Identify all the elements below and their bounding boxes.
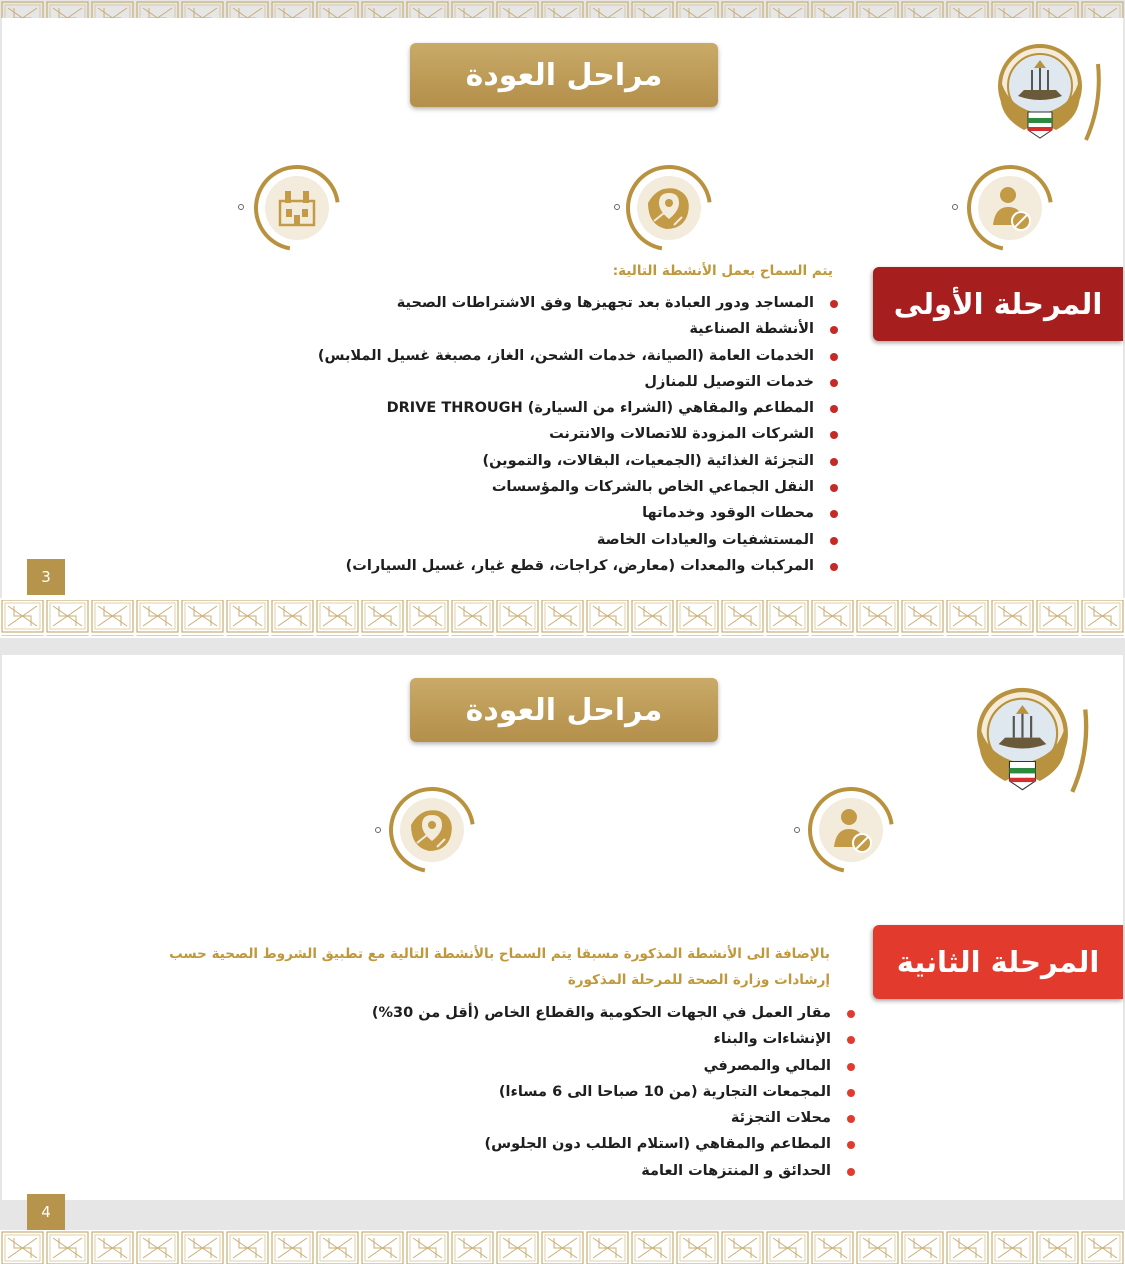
activities-intro: بالإضافة الى الأنشطة المذكورة مسبقا يتم السماح بالأنشطة التالية مع تطبيق الشروط الصحية حسب إرشادات وزارة الصحة للمرحلة المذكورة (169, 946, 830, 988)
top-border-strip (0, 0, 1125, 18)
slide-phase-two (2, 655, 1123, 1221)
list-item: النقل الجماعي الخاص بالشركات والمؤسسات (318, 474, 842, 500)
buildings-icon (252, 163, 342, 253)
kuwait-cabinet-emblem-logo (990, 34, 1115, 154)
list-item: مقار العمل في الجهات الحكومية والقطاع الخاص (أقل من 30%) (372, 1000, 859, 1026)
page-number: 3 (27, 559, 65, 595)
list-item: المطاعم والمقاهي (الشراء من السيارة) DRIVE THROUGH (318, 395, 842, 421)
list-item: محطات الوقود وخدماتها (318, 500, 842, 526)
bullet-dot (952, 204, 958, 210)
bullet-dot (614, 204, 620, 210)
list-item: محلات التجزئة (372, 1105, 859, 1131)
person-blocked-icon (806, 785, 896, 875)
map-pin-icon (624, 163, 714, 253)
bottom-border-strip (0, 1230, 1125, 1264)
list-item: المستشفيات والعيادات الخاصة (318, 527, 842, 553)
activities-intro: يتم السماح بعمل الأنشطة التالية: (612, 263, 833, 279)
activities-list (372, 1000, 859, 1184)
list-item: التجزئة الغذائية (الجمعيات، البقالات، والتموين) (318, 448, 842, 474)
phase-one-label: المرحلة الأولى (873, 267, 1123, 341)
slide-title: مراحل العودة (410, 43, 718, 107)
activities-list (318, 290, 842, 579)
list-item: المطاعم والمقاهي (استلام الطلب دون الجلوس) (372, 1131, 859, 1157)
bullet-dot (794, 827, 800, 833)
list-item: المجمعات التجارية (من 10 صباحا الى 6 مساءا) (372, 1079, 859, 1105)
page-number: 4 (27, 1194, 65, 1230)
list-item: خدمات التوصيل للمنازل (318, 369, 842, 395)
middle-border-strip (0, 598, 1125, 638)
list-item: الشركات المزودة للاتصالات والانترنت (318, 421, 842, 447)
person-blocked-icon (965, 163, 1055, 253)
phase-two-label: المرحلة الثانية (873, 925, 1123, 999)
kuwait-cabinet-emblem-logo (965, 677, 1107, 807)
list-item: الخدمات العامة (الصيانة، خدمات الشحن، الغاز، مصبغة غسيل الملابس) (318, 343, 842, 369)
bullet-dot (375, 827, 381, 833)
slide-phase-one (2, 18, 1123, 598)
list-item: الأنشطة الصناعية (318, 316, 842, 342)
map-pin-icon (387, 785, 477, 875)
list-item: الإنشاءات والبناء (372, 1026, 859, 1052)
list-item: الحدائق و المنتزهات العامة (372, 1158, 859, 1184)
bullet-dot (238, 204, 244, 210)
list-item: المالي والمصرفي (372, 1053, 859, 1079)
slide-title: مراحل العودة (410, 678, 718, 742)
list-item: المساجد ودور العبادة بعد تجهيزها وفق الاشتراطات الصحية (318, 290, 842, 316)
list-item: المركبات والمعدات (معارض، كراجات، قطع غيار، غسيل السيارات) (318, 553, 842, 579)
